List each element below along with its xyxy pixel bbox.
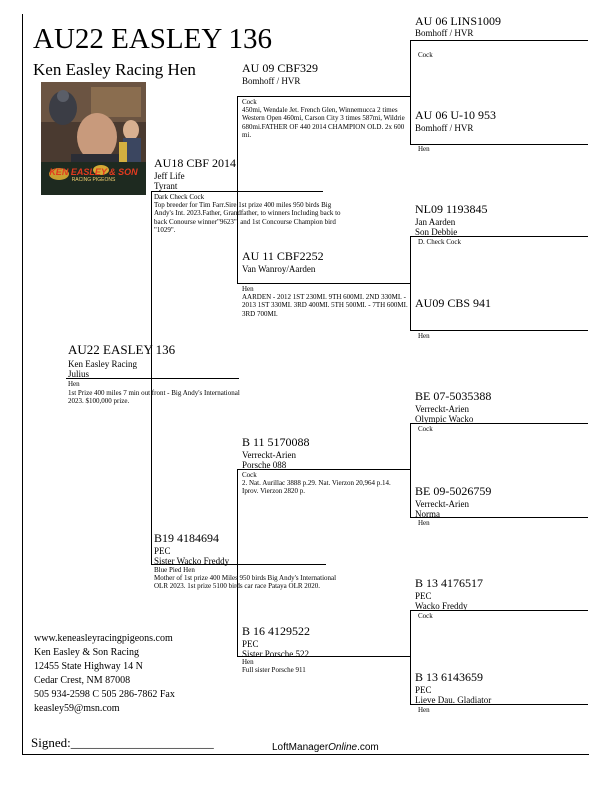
ds-band: B 11 5170088 (242, 435, 310, 449)
dam-entry (154, 532, 324, 566)
gg0-underline (410, 40, 588, 41)
page-title: AU22 EASLEY 136 (33, 23, 272, 55)
subject-band: AU22 EASLEY 136 (68, 342, 176, 357)
gg-entry-3 (415, 297, 491, 310)
gg-line1: Bomhoff / HVR (415, 123, 474, 133)
sd-band: AU 11 CBF2252 (242, 249, 324, 263)
gg1-underline (410, 144, 588, 145)
contact-block (34, 632, 175, 716)
gg-sex: Hen (418, 706, 430, 714)
gg-line1: Jan Aarden (415, 217, 456, 227)
sd-desc: AARDEN - 2012 1ST 230MI. 9TH 600MI. 2ND 330MI. - 2013 1ST 330MI. 3RD 400MI. 5TH 500MI. - 7TH 600MI. 3RD 700MI. (242, 293, 408, 318)
dam-desc: Mother of 1st prize 400 Miles 950 birds Big Andy's International OLR 2023. 1st prize 5100 birds car race Pataya OLR 2020. (154, 574, 337, 591)
gg-sex: D. Check Cock (418, 238, 461, 246)
dd-desc: Full sister Porsche 911 (242, 666, 306, 674)
signature-label: Signed: (31, 735, 71, 750)
contact-website[interactable]: www.keneasleyracingpigeons.com (34, 633, 173, 644)
gg-line1: Bomhoff / HVR (415, 28, 474, 38)
dd-line1: PEC (242, 639, 259, 649)
gg-sex: Cock (418, 51, 433, 59)
gg-entry-4 (415, 390, 491, 424)
gg-sex: Cock (418, 425, 433, 433)
bottom-border (22, 754, 589, 755)
ds-entry (242, 436, 412, 470)
page-subtitle: Ken Easley Racing Hen (33, 60, 196, 79)
sd-sex: Hen (242, 285, 254, 293)
signature-line[interactable]: ______________________ (70, 735, 214, 750)
ss-underline (237, 96, 410, 97)
contact-email[interactable]: keasley59@msn.com (34, 703, 120, 714)
gg-line1: Verreckt-Arien (415, 499, 469, 509)
pigeon-photo (41, 82, 146, 195)
gg-entry-0 (415, 15, 501, 38)
gg-entry-5 (415, 485, 491, 519)
photo-banner-sub: RACING PIGEONS (71, 177, 116, 183)
gg-entry-1 (415, 109, 496, 133)
left-border (22, 14, 23, 755)
ss-band: AU 09 CBF329 (242, 61, 319, 75)
subject-desc: 1st Prize 400 miles 7 min out front - Big Andy's International 2023. $100,000 prize. (68, 389, 240, 406)
subject-sex: Hen (68, 380, 80, 388)
gg-line1: Verreckt-Arien (415, 404, 469, 414)
ss-line1: Bomhoff / HVR (242, 76, 301, 86)
dd-line2: Sister Porsche 522 (242, 649, 309, 659)
gg-line2: Wacko Freddy (415, 601, 468, 611)
gg-band: B 13 4176517 (415, 576, 484, 590)
sire-entry (154, 157, 324, 191)
dam-line2: Sister Wacko Freddy (154, 556, 230, 566)
subject-line1: Ken Easley Racing (68, 359, 137, 369)
footer-brand-b: Online (328, 742, 358, 753)
contact-phone: 505 934-2598 C 505 286-7862 Fax (34, 689, 175, 700)
dam-line1: PEC (154, 546, 171, 556)
gg3-underline (410, 330, 588, 331)
footer-brand-a: LoftManager (272, 742, 329, 753)
signature-field[interactable] (31, 736, 214, 750)
gg-sex: Hen (418, 519, 430, 527)
gg-line2: Son Debbie (415, 227, 458, 237)
gg-band: BE 07-5035388 (415, 389, 492, 403)
ss-desc: 450mi, Wendale Jet. French Glen, Winnemucca 2 times Western Open 460mi, Carson City 3 times 587mi, Wildrie 680mi.FATHER OF 440 2014 CHAMPION OLD. 2x 600 mi. (242, 106, 405, 140)
subject-entry (68, 343, 238, 379)
gg-band: AU 06 U-10 953 (415, 108, 496, 122)
sire-desc: Top breeder for Tim Farr.Sire 1st prize 400 miles 950 birds Big Andy's Int. 2023.Father, Grandfather, to winners Including back to back Conourse winner"9623", and 1st Concourse Champion bird "1029". (154, 201, 341, 235)
gg-band: AU 06 LINS1009 (415, 14, 501, 28)
ds-sex: Cock (242, 471, 257, 479)
contact-city: Cedar Crest, NM 87008 (34, 675, 131, 686)
ss-sex: Cock (242, 98, 257, 106)
sd-line1: Van Wanroy/Aarden (242, 264, 316, 274)
gg-line1: PEC (415, 591, 432, 601)
gg-band: NL09 1193845 (415, 202, 488, 216)
sire-sex: Dark Check Cock (154, 193, 205, 201)
ds-line1: Verreckt-Arien (242, 450, 296, 460)
gg-line1: PEC (415, 685, 432, 695)
gg-sex: Hen (418, 332, 430, 340)
sire-line1: Jeff Life (154, 171, 185, 181)
sd-underline (237, 283, 410, 284)
gg-band: B 13 6143659 (415, 670, 484, 684)
ss-vline (410, 40, 411, 144)
sd-entry (242, 250, 412, 274)
gg-sex: Hen (418, 145, 430, 153)
gg-sex: Cock (418, 612, 433, 620)
footer-brand (272, 742, 379, 753)
dd-band: B 16 4129522 (242, 624, 311, 638)
dd-entry (242, 625, 412, 659)
gg-line2: Lieve Dau. Gladiator (415, 695, 492, 705)
gg-line2: Norma (415, 509, 440, 519)
gg-entry-6 (415, 577, 483, 611)
dam-sex: Blue Pied Hen (154, 566, 195, 574)
ss-entry (242, 62, 412, 86)
gg-line2: Olympic Wacko (415, 414, 474, 424)
ds-desc: 2. Nat. Aurillac 3888 p.29. Nat. Vierzon 20,964 p.14. Iprov. Vierzon 2820 p. (242, 479, 391, 496)
ds-line2: Porsche 088 (242, 460, 287, 470)
sire-band: AU18 CBF 2014 (154, 156, 237, 170)
photo-banner-text: KEN EASLEY & SON (49, 167, 138, 177)
gg-entry-2 (415, 203, 488, 237)
gg-entry-7 (415, 671, 491, 705)
subject-line2: Julius (68, 369, 90, 379)
gg-band: BE 09-5026759 (415, 484, 492, 498)
footer-brand-c: .com (357, 742, 379, 753)
dd-sex: Hen (242, 658, 254, 666)
contact-address: 12455 State Highway 14 N (34, 661, 143, 672)
contact-name: Ken Easley & Son Racing (34, 647, 139, 658)
photo-banner (41, 167, 146, 183)
dam-band: B19 4184694 (154, 531, 220, 545)
sire-line2: Tyrant (154, 181, 178, 191)
gg-band: AU09 CBS 941 (415, 296, 492, 310)
